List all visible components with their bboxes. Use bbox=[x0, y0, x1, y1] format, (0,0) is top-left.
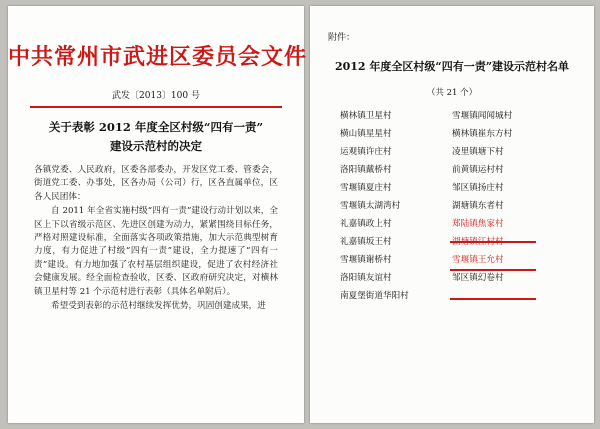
village-name: 洛阳镇戴桥村 bbox=[340, 165, 392, 175]
table-row bbox=[340, 250, 564, 268]
village-name: 洛阳镇友谊村 bbox=[340, 273, 392, 283]
table-row bbox=[340, 268, 564, 286]
body-paragraph-2: 自 2011 年全省实施村级“四有一责”建设行动计划以来，全区上下以省级示范区、先进区创建为动力，紧紧围绕目标任务，严格对照建设标准，全面落实各项政策措施，加大示范典型树育力度，有力促进了村级“四有一责”建设，全力提速了“四有一责”建设。有力地加强了农村基层组织建设，促进了农村经济社会健康发展。经全面检查验收，区委、区政府研究决定，对横林镇卫星村等 21 个示范村进行表彰（具体名单附后）。 bbox=[34, 206, 278, 297]
village-name: 雪堰镇夏庄村 bbox=[340, 183, 392, 193]
village-name: 横林镇卫星村 bbox=[340, 111, 392, 121]
village-list-count: （共 21 个） bbox=[426, 88, 478, 98]
red-divider-rule bbox=[30, 106, 282, 108]
table-row bbox=[340, 178, 564, 196]
village-name-highlighted: 郑陆镇焦家村 bbox=[452, 219, 504, 229]
table-row bbox=[340, 160, 564, 178]
red-underline-annotation bbox=[450, 269, 536, 271]
table-row bbox=[340, 214, 564, 232]
table-row bbox=[340, 124, 564, 142]
village-name: 前黄镇运村村 bbox=[452, 165, 504, 175]
table-row bbox=[340, 286, 564, 304]
red-underline-annotation bbox=[450, 298, 536, 300]
village-name: 邹区镇幻卷村 bbox=[452, 273, 504, 283]
body-paragraph-3: 希望受到表彰的示范村继续发挥优势，巩固创建成果，进 bbox=[51, 301, 266, 312]
village-name: 雪堰镇太湖湾村 bbox=[340, 201, 401, 211]
village-list-table bbox=[340, 106, 564, 304]
village-name: 邹区镇扬庄村 bbox=[452, 183, 504, 193]
attachment-label: 附件： bbox=[328, 33, 356, 43]
village-name: 横林镇崔东方村 bbox=[452, 129, 513, 139]
body-paragraph-1: 各镇党委、人民政府，区委各部委办，开发区党工委、管委会，街道党工委、办事处，区各办局（公司）行，区各直属单位，区各人民团体： bbox=[34, 165, 278, 202]
village-name: 礼嘉镇坂王村 bbox=[340, 237, 392, 247]
village-list-title: 2012 年度全区村级“四有一责”建设示范村名单 bbox=[334, 60, 570, 73]
village-name: 横山镇星星村 bbox=[340, 129, 392, 139]
village-name bbox=[452, 286, 564, 304]
red-underline-annotation bbox=[450, 241, 536, 243]
village-name-highlighted: 雪堰镇王允村 bbox=[452, 255, 504, 265]
table-row bbox=[340, 142, 564, 160]
table-row bbox=[340, 196, 564, 214]
village-name: 湖塘镇东者村 bbox=[452, 201, 504, 211]
village-name: 雪堰镇谢桥村 bbox=[340, 255, 392, 265]
document-title bbox=[26, 118, 286, 156]
document-title-line-2: 建设示范村的决定 bbox=[110, 139, 202, 153]
document-title-line-1: 关于表彰 2012 年度全区村级“四有一责” bbox=[48, 120, 264, 134]
village-name: 雪堰镇闻闻城村 bbox=[452, 111, 513, 121]
document-number: 武发〔2013〕100 号 bbox=[112, 91, 200, 101]
village-name: 凌里镇塘下村 bbox=[452, 147, 504, 157]
village-name: 礼嘉镇政上村 bbox=[340, 219, 392, 229]
document-page-left bbox=[8, 6, 308, 423]
document-page-right bbox=[310, 6, 594, 423]
village-name: 南夏堡街道华阳村 bbox=[340, 291, 409, 301]
document-body bbox=[34, 164, 278, 314]
document-masthead: 中共常州市武进区委员会文件 bbox=[8, 44, 308, 70]
table-row bbox=[340, 106, 564, 124]
village-name: 运观镇许庄村 bbox=[340, 147, 392, 157]
